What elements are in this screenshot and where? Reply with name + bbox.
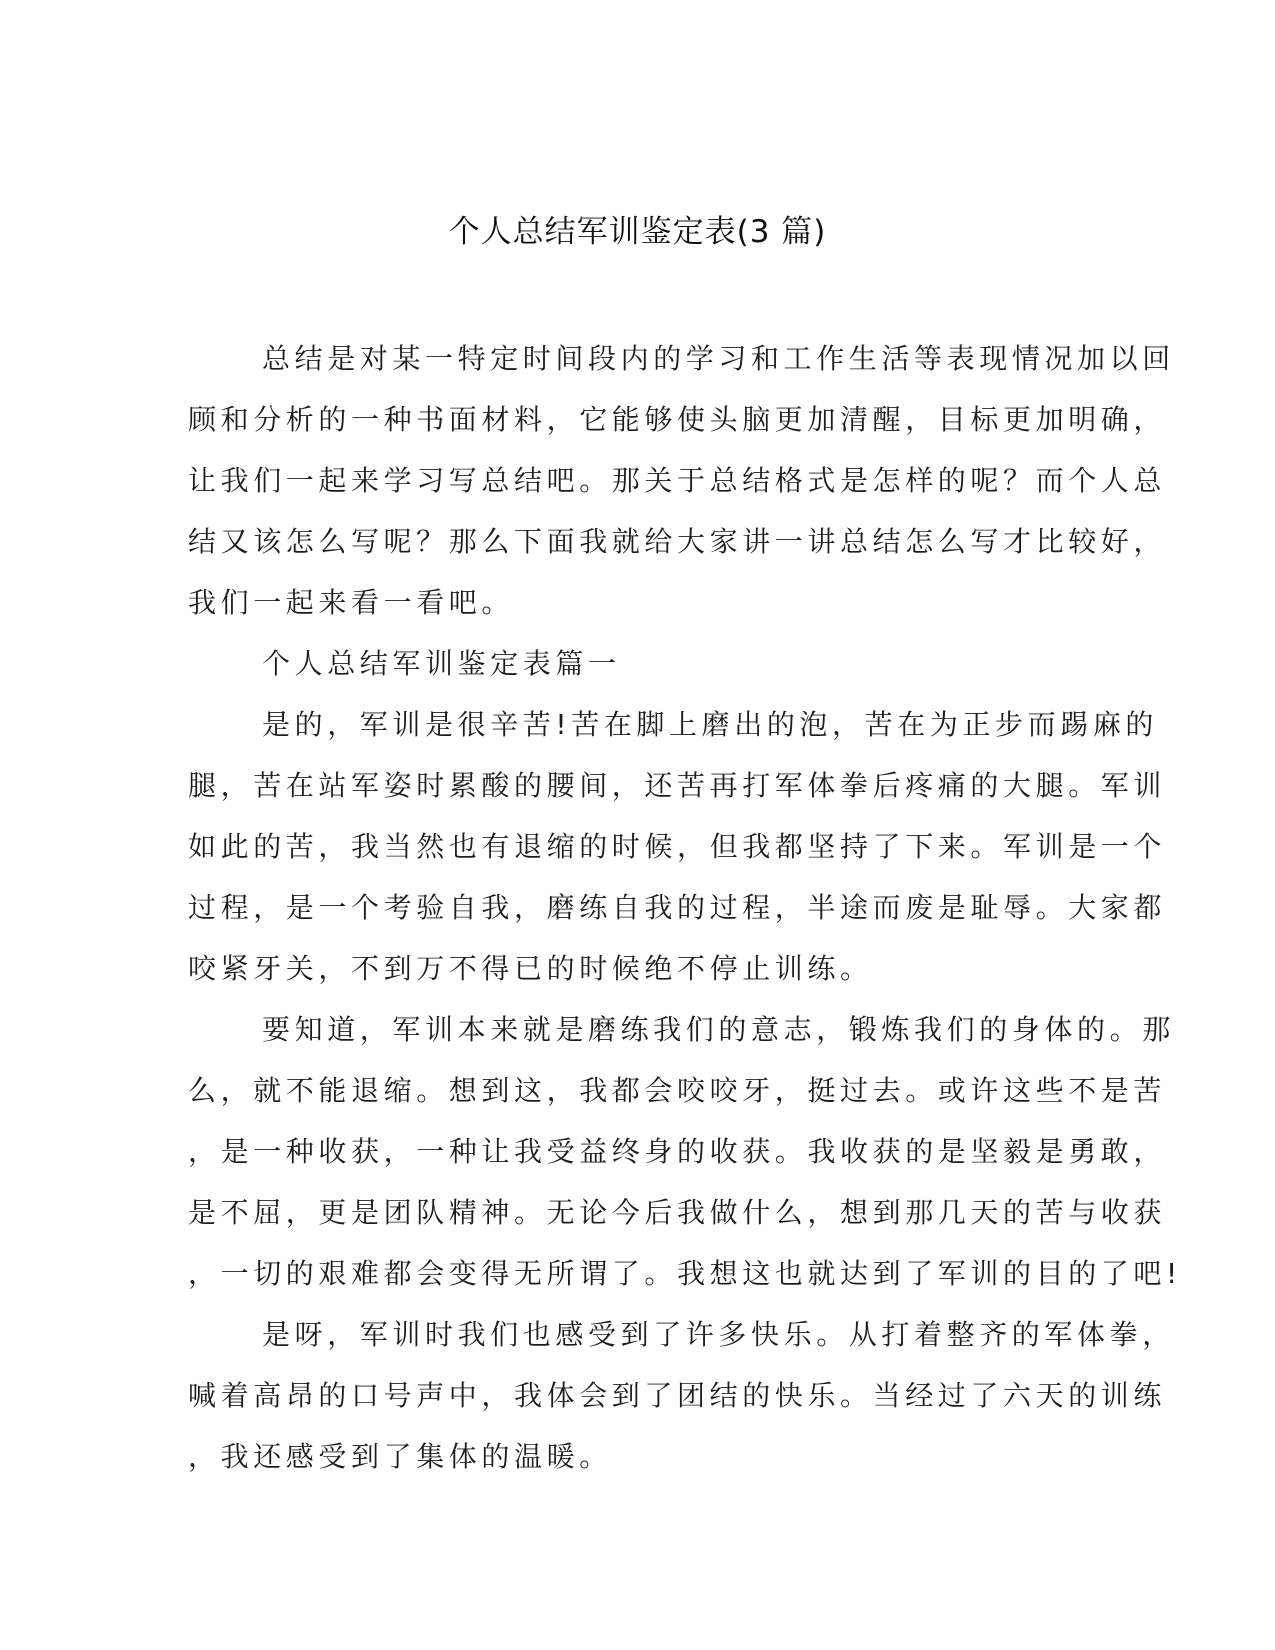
text-line: ，一切的艰难都会变得无所谓了。我想这也就达到了军训的目的了吧! <box>188 1257 1182 1290</box>
text-line: 顾和分析的一种书面材料，它能够使头脑更加清醒，目标更加明确， <box>188 403 1167 436</box>
text-line: ，我还感受到了集体的温暖。 <box>188 1440 612 1473</box>
text-line: 是不屈，更是团队精神。无论今后我做什么，想到那几天的苦与收获 <box>188 1196 1167 1229</box>
document-title: 个人总结军训鉴定表(3 篇) <box>448 214 827 250</box>
text-line: 过程，是一个考验自我，磨练自我的过程，半途而废是耻辱。大家都 <box>188 891 1167 924</box>
text-line: 喊着高昂的口号声中，我体会到了团结的快乐。当经过了六天的训练 <box>188 1379 1167 1412</box>
text-line: 结又该怎么写呢？那么下面我就给大家讲一讲总结怎么写才比较好， <box>188 525 1167 558</box>
text-line: ，是一种收获，一种让我受益终身的收获。我收获的是坚毅是勇敢， <box>188 1135 1167 1168</box>
text-line: 我们一起来看一看吧。 <box>188 586 515 619</box>
section-heading: 个人总结军训鉴定表篇一 <box>262 647 621 680</box>
text-line: 咬紧牙关，不到万不得已的时候绝不停止训练。 <box>188 952 873 985</box>
text-line: 是呀，军训时我们也感受到了许多快乐。从打着整齐的军体拳， <box>262 1318 1175 1351</box>
text-line: 是的，军训是很辛苦!苦在脚上磨出的泡，苦在为正步而踢麻的 <box>262 708 1159 741</box>
text-line: 要知道，军训本来就是磨练我们的意志，锻炼我们的身体的。那 <box>262 1013 1175 1046</box>
text-line: 么，就不能退缩。想到这，我都会咬咬牙，挺过去。或许这些不是苦 <box>188 1074 1167 1107</box>
text-line: 让我们一起来学习写总结吧。那关于总结格式是怎样的呢？而个人总 <box>188 464 1167 497</box>
text-line: 腿，苦在站军姿时累酸的腰间，还苦再打军体拳后疼痛的大腿。军训 <box>188 769 1167 802</box>
document-body <box>188 328 1182 1487</box>
text-line: 总结是对某一特定时间段内的学习和工作生活等表现情况加以回 <box>262 342 1175 375</box>
text-line: 如此的苦，我当然也有退缩的时候，但我都坚持了下来。军训是一个 <box>188 830 1167 863</box>
